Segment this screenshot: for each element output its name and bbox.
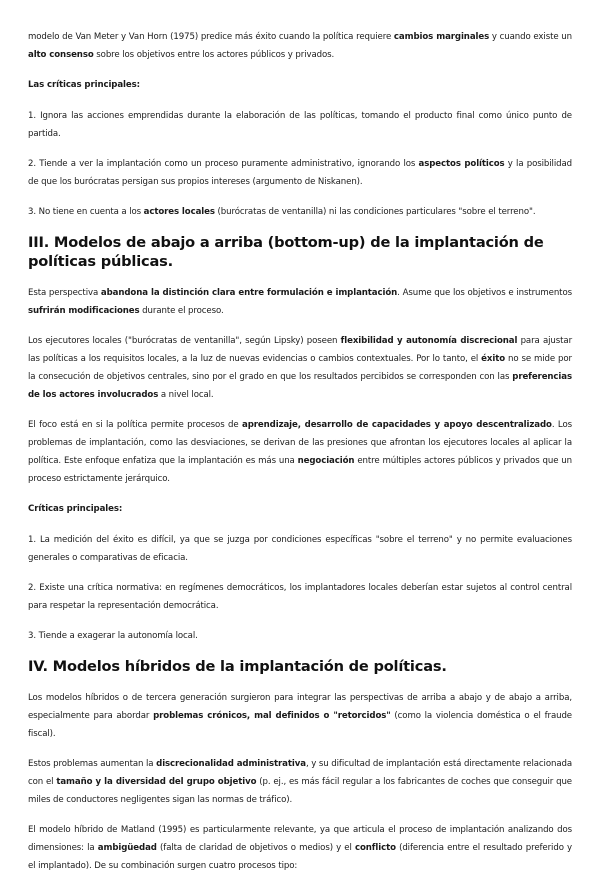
critica-bu-1 <box>28 531 572 567</box>
bold-text: aprendizaje, desarrollo de capacidades y apoyo descentralizado <box>242 420 552 430</box>
text-run: III. Modelos de abajo a arriba (bottom-up) de la implantación de políticas públicas. <box>28 234 544 270</box>
text-run: Los modelos híbridos o de tercera generación surgieron para integrar las perspectivas de arriba a abajo y de abajo a arriba, especialmente para abordar <box>28 693 572 721</box>
text-run: (burócratas de ventanilla) ni las condiciones particulares "sobre el terreno". <box>214 207 536 217</box>
paragraph-discrecionalidad <box>28 755 572 809</box>
bold-text: aspectos políticos <box>418 159 505 169</box>
text-run: El foco está en si la política permite procesos de <box>28 420 243 430</box>
text-run: (p. ej., es más fácil regular a los fabricantes de coches que conseguir que miles de conductores negligentes sigan las normas de tráfico). <box>28 777 572 805</box>
paragraph-perspectiva <box>28 284 572 320</box>
bold-text: conflicto <box>354 843 396 853</box>
text-run: modelo de Van Meter y Van Horn (1975) predice más éxito cuando la política requiere <box>28 32 394 42</box>
bold-text: problemas crónicos, mal definidos o "retorcidos" <box>153 711 391 721</box>
text-run: durante el proceso. <box>139 306 224 316</box>
bold-text: cambios marginales <box>393 32 490 42</box>
text-run: (falta de claridad de objetivos o medios) y el <box>156 843 355 853</box>
text-run: a nivel local. <box>158 390 214 400</box>
text-run: 3. No tiene en cuenta a los <box>28 207 144 217</box>
critica-3 <box>28 203 572 221</box>
text-run: Esta perspectiva <box>28 288 101 298</box>
paragraph-foco <box>28 416 572 488</box>
text-run: y cuando existe un <box>489 32 572 42</box>
bold-text: éxito <box>481 354 506 364</box>
text-run: Las críticas principales: <box>28 80 140 90</box>
paragraph-van-meter <box>28 28 572 64</box>
text-run: . Los problemas de implantación, como las desviaciones, se derivan de las presiones que afrontan los ejecutores locales al aplicar la política. Este enfoque enfatiza que la implantación es más una <box>28 420 572 466</box>
text-run: . Asume que los objetivos e instrumentos <box>397 288 572 298</box>
label-criticas-principales <box>28 76 572 94</box>
text-run: El modelo híbrido de Matland (1995) es particularmente relevante, ya que articula el proceso de implantación analizando dos dimensiones: la <box>28 825 572 853</box>
text-run: (diferencia entre el resultado preferido y el implantado). De su combinación surgen cuatro procesos tipo: <box>28 843 573 871</box>
text-run: entre múltiples actores públicos y privados que un proceso estrictamente jerárquico. <box>28 456 572 484</box>
critica-2 <box>28 155 572 191</box>
text-run: IV. Modelos híbridos de la implantación de políticas. <box>28 658 447 675</box>
text-run: y la posibilidad de que los burócratas persigan sus propios intereses (argumento de Niskanen). <box>28 159 573 187</box>
critica-bu-3 <box>28 627 572 645</box>
bold-text: alto consenso <box>28 50 94 60</box>
critica-bu-2 <box>28 579 572 615</box>
bold-text: discrecionalidad administrativa <box>156 759 306 769</box>
text-run: 3. Tiende a exagerar la autonomía local. <box>28 631 198 641</box>
text-run: no se mide por la consecución de objetivos centrales, sino por el grado en que los resultados percibidos se corresponden con las <box>28 354 572 382</box>
bold-text: tamaño y la diversidad del grupo objetivo <box>56 777 257 787</box>
text-run: , y su dificultad de implantación está directamente relacionada con el <box>28 759 573 787</box>
label-criticas-principales-2 <box>28 500 572 518</box>
bold-text: flexibilidad y autonomía discrecional <box>340 336 518 346</box>
paragraph-hibridos <box>28 689 572 743</box>
text-run: Estos problemas aumentan la <box>28 759 157 769</box>
bold-text: negociación <box>297 456 355 466</box>
text-run: 1. Ignora las acciones emprendidas durante la elaboración de las políticas, tomando el producto final como único punto de partida. <box>28 111 572 139</box>
paragraph-matland <box>28 821 572 875</box>
text-run: para ajustar las políticas a los requisitos locales, a la luz de nuevas evidencias o cambios contextuales. Por lo tanto, el <box>28 336 572 364</box>
critica-1 <box>28 107 572 143</box>
text-run: 1. La medición del éxito es difícil, ya que se juzga por condiciones específicas "sobre el terreno" y no permite evaluaciones generales o comparativas de eficacia. <box>28 535 572 563</box>
text-run: 2. Existe una crítica normativa: en regímenes democráticos, los implantadores locales deberían estar sujetos al control central para respetar la representación democrática. <box>28 583 572 611</box>
heading-bottom-up <box>28 233 572 271</box>
text-run: Los ejecutores locales ("burócratas de ventanilla", según Lipsky) poseen <box>28 336 341 346</box>
text-run: (como la violencia doméstica o el fraude fiscal). <box>28 711 572 739</box>
bold-text: actores locales <box>143 207 215 217</box>
bold-text: ambigüedad <box>97 843 157 853</box>
text-run: Críticas principales: <box>28 504 123 514</box>
bold-text: sufrirán modificaciones <box>28 306 140 316</box>
bold-text: preferencias de los actores involucrados <box>28 372 572 400</box>
heading-hibridos <box>28 657 572 676</box>
paragraph-ejecutores <box>28 332 572 404</box>
bold-text: abandona la distinción clara entre formulación e implantación <box>100 288 398 298</box>
text-run: sobre los objetivos entre los actores públicos y privados. <box>93 50 335 60</box>
text-run: 2. Tiende a ver la implantación como un proceso puramente administrativo, ignorando los <box>28 159 419 169</box>
